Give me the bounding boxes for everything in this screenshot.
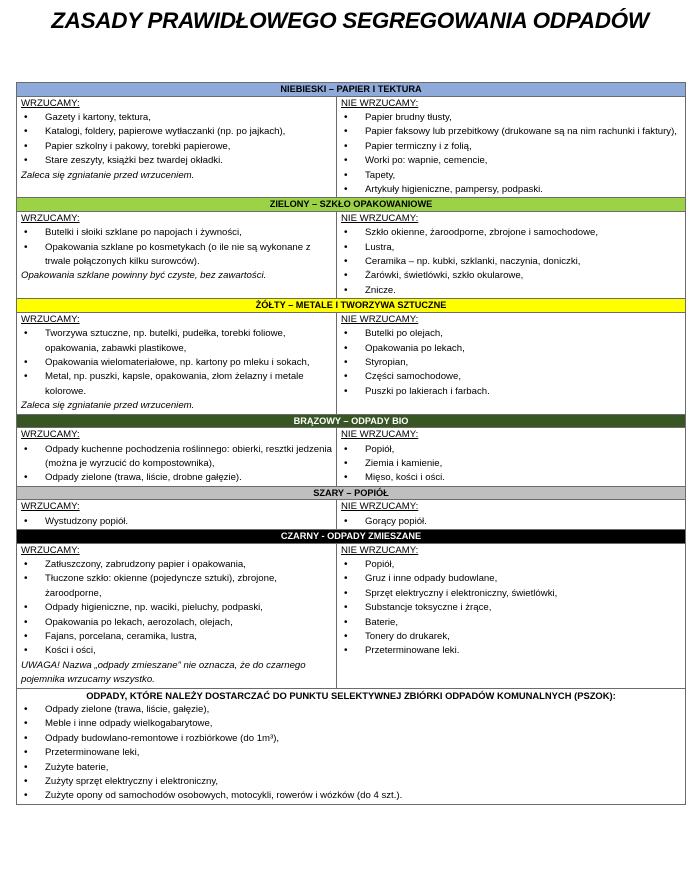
allowed-heading: WRZUCAMY: (21, 212, 80, 224)
list-item: • Papier szkolny i pakowy, torebki papierowe, (21, 140, 332, 154)
allowed-list (21, 515, 332, 529)
list-item: • Lustra, (341, 241, 681, 255)
list-item: • Popiół, (341, 558, 681, 572)
segregation-table (16, 82, 686, 805)
allowed-cell (17, 312, 337, 414)
list-item: • Znicze. (341, 284, 681, 298)
forbidden-list (341, 111, 681, 197)
list-item: • Szkło okienne, żaroodporne, zbrojone i samochodowe, (341, 226, 681, 240)
pszok-title: ODPADY, KTÓRE NALEŻY DOSTARCZAĆ DO PUNKTU SELEKTYWNEJ ZBIÓRKI ODPADÓW KOMUNALNYCH (PSZOK): (86, 689, 616, 701)
forbidden-cell (337, 428, 686, 487)
list-item: • Odpady higieniczne, np. waciki, pieluchy, podpaski, (21, 601, 332, 615)
list-item: • Opakowania szklane po kosmetykach (o ile nie są wykonane z trwale połączonych kilku surowców). (21, 241, 332, 270)
list-item: • Zużyte baterie, (21, 761, 681, 775)
allowed-list (21, 443, 332, 486)
allowed-note: UWAGA! Nazwa „odpady zmieszane” nie oznacza, że do czarnego pojemnika wrzucamy wszystko. (21, 659, 306, 686)
allowed-list (21, 327, 332, 399)
list-item: • Odpady zielone (trawa, liście, gałęzie), (21, 703, 681, 717)
list-item: • Ceramika – np. kubki, szklanki, naczynia, doniczki, (341, 255, 681, 269)
list-item: • Tworzywa sztuczne, np. butelki, pudełka, torebki foliowe, opakowania, zabawki plastikowe, (21, 327, 332, 356)
pszok-row (17, 688, 686, 804)
list-item: • Gorący popiół. (341, 515, 681, 529)
page-title: ZASADY PRAWIDŁOWEGO SEGREGOWANIA ODPADÓW (51, 8, 649, 33)
forbidden-cell (337, 500, 686, 530)
list-item: • Opakowania po lekach, (341, 342, 681, 356)
list-item: • Substancje toksyczne i żrące, (341, 601, 681, 615)
section-header-label: BRĄZOWY – ODPADY BIO (17, 414, 686, 428)
allowed-cell (17, 96, 337, 198)
allowed-heading: WRZUCAMY: (21, 313, 80, 325)
list-item: • Gazety i kartony, tektura, (21, 111, 332, 125)
allowed-cell (17, 211, 337, 298)
list-item: • Styropian, (341, 356, 681, 370)
list-item: • Fajans, porcelana, ceramika, lustra, (21, 630, 332, 644)
list-item: • Artykuły higieniczne, pampersy, podpaski. (341, 183, 681, 197)
forbidden-heading: NIE WRZUCAMY: (341, 429, 419, 441)
list-item: • Zużyty sprzęt elektryczny i elektroniczny, (21, 775, 681, 789)
allowed-heading: WRZUCAMY: (21, 429, 80, 441)
list-item: • Katalogi, foldery, papierowe wytłaczanki (np. po jajkach), (21, 125, 332, 139)
section-row (17, 428, 686, 487)
list-item: • Ziemia i kamienie, (341, 457, 681, 471)
forbidden-heading: NIE WRZUCAMY: (341, 97, 419, 109)
forbidden-list (341, 226, 681, 298)
pszok-cell (17, 688, 686, 804)
section-header-label: SZARY – POPIÓŁ (17, 486, 686, 500)
allowed-note: Opakowania szklane powinny być czyste, bez zawartości. (21, 270, 267, 282)
list-item: • Mięso, kości i ości. (341, 471, 681, 485)
allowed-list (21, 558, 332, 659)
forbidden-cell (337, 543, 686, 688)
list-item: • Odpady kuchenne pochodzenia roślinnego: obierki, resztki jedzenia (można je wyrzucić do kompostownika), (21, 443, 332, 472)
list-item: • Przeterminowane leki, (21, 746, 681, 760)
list-item: • Zużyte opony od samochodów osobowych, motocykli, rowerów i wózków (do 4 szt.). (21, 789, 681, 803)
forbidden-cell (337, 96, 686, 198)
allowed-cell (17, 428, 337, 487)
allowed-cell (17, 500, 337, 530)
list-item: • Opakowania po lekach, aerozolach, olejach, (21, 616, 332, 630)
list-item: • Baterie, (341, 616, 681, 630)
allowed-list (21, 226, 332, 269)
pszok-list (21, 703, 681, 804)
forbidden-heading: NIE WRZUCAMY: (341, 544, 419, 556)
list-item: • Papier brudny tłusty, (341, 111, 681, 125)
forbidden-heading: NIE WRZUCAMY: (341, 212, 419, 224)
list-item: • Sprzęt elektryczny i elektroniczny, świetlówki, (341, 587, 681, 601)
list-item: • Gruz i inne odpady budowlane, (341, 572, 681, 586)
section-header-label: NIEBIESKI – PAPIER I TEKTURA (17, 83, 686, 97)
list-item: • Opakowania wielomateriałowe, np. kartony po mleku i sokach, (21, 356, 332, 370)
list-item: • Przeterminowane leki. (341, 644, 681, 658)
section-header-label: ŻÓŁTY – METALE I TWORZYWA SZTUCZNE (17, 299, 686, 313)
forbidden-heading: NIE WRZUCAMY: (341, 501, 419, 513)
list-item: • Papier faksowy lub przebitkowy (drukowane są na nim rachunki i faktury), (341, 125, 681, 139)
list-item: • Żarówki, świetlówki, szkło okularowe, (341, 269, 681, 283)
list-item: • Zatłuszczony, zabrudzony papier i opakowania, (21, 558, 332, 572)
allowed-heading: WRZUCAMY: (21, 501, 80, 513)
list-item: • Popiół, (341, 443, 681, 457)
forbidden-list (341, 558, 681, 659)
list-item: • Kości i ości, (21, 644, 332, 658)
list-item: • Tonery do drukarek, (341, 630, 681, 644)
allowed-list (21, 111, 332, 169)
section-header-green (17, 198, 686, 212)
allowed-heading: WRZUCAMY: (21, 97, 80, 109)
list-item: • Tłuczone szkło: okienne (pojedyncze sztuki), zbrojone, żaroodporne, (21, 572, 332, 601)
allowed-cell (17, 543, 337, 688)
allowed-heading: WRZUCAMY: (21, 544, 80, 556)
list-item: • Odpady budowlano-remontowe i rozbiórkowe (do 1m³), (21, 732, 681, 746)
allowed-note: Zaleca się zgniatanie przed wrzuceniem. (21, 400, 195, 412)
list-item: • Worki po: wapnie, cemencie, (341, 154, 681, 168)
list-item: • Butelki i słoiki szklane po napojach i żywności, (21, 226, 332, 240)
list-item: • Stare zeszyty, książki bez twardej okładki. (21, 154, 332, 168)
section-header-blue (17, 83, 686, 97)
list-item: • Meble i inne odpady wielkogabarytowe, (21, 717, 681, 731)
forbidden-heading: NIE WRZUCAMY: (341, 313, 419, 325)
section-header-label: ZIELONY – SZKŁO OPAKOWANIOWE (17, 198, 686, 212)
section-header-gray (17, 486, 686, 500)
list-item: • Odpady zielone (trawa, liście, drobne gałęzie). (21, 471, 332, 485)
forbidden-cell (337, 211, 686, 298)
section-row (17, 211, 686, 298)
allowed-note: Zaleca się zgniatanie przed wrzuceniem. (21, 169, 195, 181)
forbidden-list (341, 443, 681, 486)
list-item: • Papier termiczny i z folią, (341, 140, 681, 154)
list-item: • Części samochodowe, (341, 370, 681, 384)
section-row (17, 312, 686, 414)
list-item: • Puszki po lakierach i farbach. (341, 385, 681, 399)
section-header-black (17, 530, 686, 544)
section-row (17, 543, 686, 688)
section-row (17, 500, 686, 530)
list-item: • Metal, np. puszki, kapsle, opakowania, złom żelazny i metale kolorowe. (21, 370, 332, 399)
section-row (17, 96, 686, 198)
section-header-brown (17, 414, 686, 428)
forbidden-cell (337, 312, 686, 414)
section-header-yellow (17, 299, 686, 313)
list-item: • Wystudzony popiół. (21, 515, 332, 529)
forbidden-list (341, 327, 681, 399)
list-item: • Tapety, (341, 169, 681, 183)
forbidden-list (341, 515, 681, 529)
section-header-label: CZARNY - ODPADY ZMIESZANE (17, 530, 686, 544)
list-item: • Butelki po olejach, (341, 327, 681, 341)
